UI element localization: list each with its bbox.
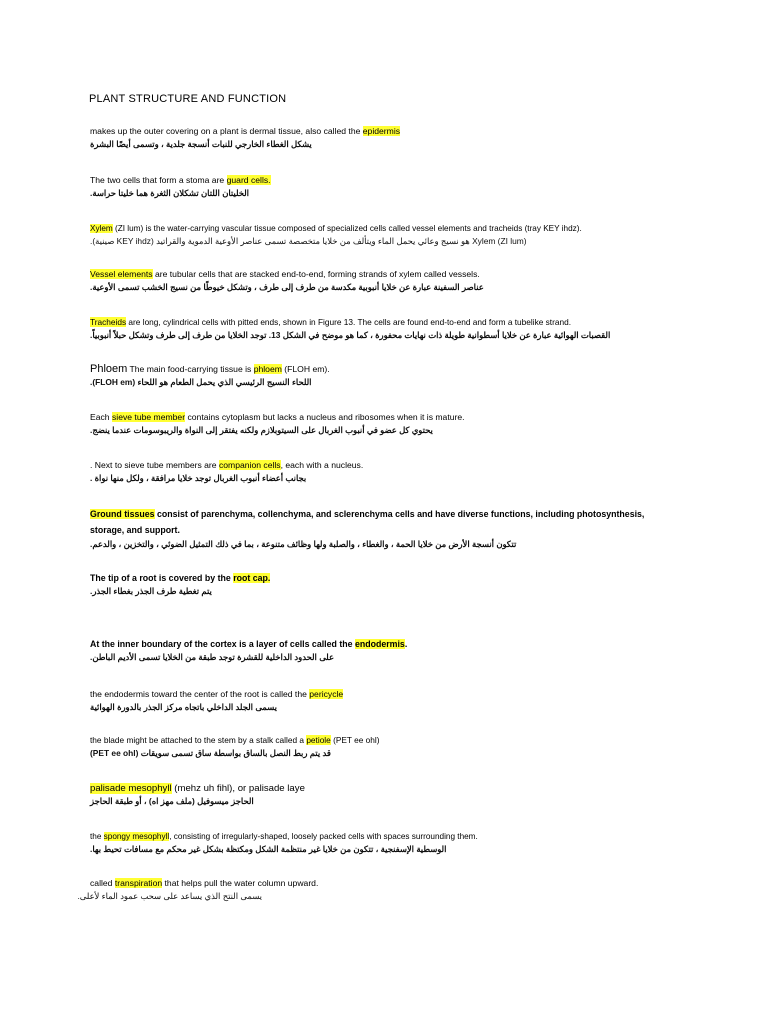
entry-endodermis xyxy=(90,638,690,664)
entry-arabic: عناصر السفينة عبارة عن خلايا أنبوبية مكدسة من طرف إلى طرف ، وتشكل خيوطًا من نسيج الخشب تسمى الأوعية. xyxy=(90,282,484,292)
highlighted-term: transpiration xyxy=(114,878,163,888)
entry-text: are tubular cells that are stacked end-to-end, forming strands of xylem called vessels. xyxy=(152,269,480,279)
entry-epidermis xyxy=(90,125,690,151)
entry-lead: Phloem xyxy=(90,363,128,375)
entry-arabic: الوسطية الإسفنجية ، تتكون من خلايا غير منتظمة الشكل ومكتظة بشكل غير محكم مع مسافات تحيط بها. xyxy=(90,844,447,854)
highlighted-term: epidermis xyxy=(362,126,401,136)
entry-palisade-mesophyll xyxy=(90,782,690,808)
entry-english xyxy=(90,316,690,329)
entry-text: (FLOH em). xyxy=(281,364,330,374)
entry-text: makes up the outer covering on a plant is dermal tissue, also called the xyxy=(90,126,363,136)
entry-arabic: على الحدود الداخلية للقشرة توجد طبقة من الخلايا تسمى الأديم الباطن. xyxy=(90,652,334,662)
highlighted-term: spongy mesophyll xyxy=(103,832,170,841)
entry-english xyxy=(90,268,690,281)
entry-transpiration xyxy=(77,877,690,903)
entry-text: called xyxy=(90,878,115,888)
entry-text: . Next to sieve tube members are xyxy=(90,460,219,470)
entry-arabic: الحاجز ميسوفيل (ملف مهز اه) ، أو طبقة الحاجز xyxy=(90,796,254,806)
entry-english xyxy=(90,222,690,235)
entry-arabic: يسمى النتح الذي يساعد على سحب عمود الماء لأعلى. xyxy=(77,891,262,901)
entry-text: . xyxy=(404,639,408,649)
entry-text: that helps pull the water column upward. xyxy=(162,878,319,888)
entry-pericycle xyxy=(90,688,690,714)
entry-english xyxy=(90,459,690,472)
entry-text: , consisting of irregularly-shaped, loosely packed cells with spaces surrounding them. xyxy=(169,832,478,841)
entry-arabic: يتم تغطية طرف الجذر بغطاء الجذر. xyxy=(90,586,212,596)
highlighted-term: palisade mesophyll xyxy=(90,783,172,794)
entry-arabic: اللحاء النسيج الرئيسي الذي يحمل الطعام هو اللحاء (FLOH em). xyxy=(90,377,312,387)
entry-tracheids xyxy=(90,316,690,342)
entry-text: the xyxy=(90,832,104,841)
entry-text: The main food-carrying tissue is xyxy=(127,364,254,374)
entry-companion-cells xyxy=(90,459,690,485)
entry-english xyxy=(90,638,690,651)
entry-english xyxy=(90,363,690,376)
entry-spongy-mesophyll xyxy=(90,830,690,856)
highlighted-term: sieve tube member xyxy=(111,412,186,422)
entry-petiole xyxy=(90,734,690,760)
entry-arabic: القصبات الهوائية عبارة عن خلايا أسطوانية طويلة ذات نهايات محفورة ، كما هو موضح في الشكل 13. توجد الخلايا من طرف إلى طرف وتشكل حبلاً أنبوبياً. xyxy=(90,330,611,340)
entry-arabic: يشكل الغطاء الخارجي للنبات أنسجة جلدية ، وتسمى أيضًا البشرة xyxy=(90,139,312,149)
entry-english xyxy=(90,411,690,424)
entry-english xyxy=(90,688,690,701)
entry-english xyxy=(90,572,690,585)
entry-arabic: Xylem (ZI lum) هو نسيج وعائي يحمل الماء ويتألف من خلايا متخصصة تسمى عناصر الأوعية الدموية والقراتيد (KEY ihdz صينية). xyxy=(90,236,527,246)
entry-arabic: الخليتان اللتان تشكلان الثغرة هما خليتا حراسة. xyxy=(90,188,250,198)
entry-text: the blade might be attached to the stem by a stalk called a xyxy=(90,735,307,745)
entry-arabic: يحتوي كل عضو في أنبوب الغربال على السيتوبلازم ولكنه يفتقر إلى النواة والريبوسومات عندما ينضج. xyxy=(90,425,433,435)
entry-text: contains cytoplasm but lacks a nucleus and ribosomes when it is mature. xyxy=(185,412,465,422)
highlighted-term: root cap. xyxy=(233,573,271,583)
entry-text: (mehz uh fihl), or palisade laye xyxy=(171,783,305,794)
page-title: PLANT STRUCTURE AND FUNCTION xyxy=(89,93,287,105)
entry-text: , each with a nucleus. xyxy=(280,460,364,470)
entry-arabic: قد يتم ربط النصل بالساق بواسطة ساق تسمى سويقات (PET ee ohl) xyxy=(90,748,331,758)
entry-english xyxy=(90,174,690,187)
entry-text: The two cells that form a stoma are xyxy=(90,175,227,185)
entry-vessel-elements xyxy=(90,268,690,294)
entry-text: The tip of a root is covered by the xyxy=(90,573,234,583)
highlighted-term: Xylem xyxy=(90,224,113,233)
entry-ground-tissues xyxy=(90,506,690,551)
entry-text: Each xyxy=(90,412,112,422)
highlighted-term: Tracheids xyxy=(90,317,127,327)
entry-english xyxy=(90,830,690,843)
entry-text: At the inner boundary of the cortex is a layer of cells called the xyxy=(90,639,355,649)
entry-english xyxy=(90,877,690,890)
entry-text: consist of parenchyma, collenchyma, and sclerenchyma cells and have diverse functions, including photosynthesis, storage, and support. xyxy=(90,509,645,535)
highlighted-term: pericycle xyxy=(309,689,344,699)
entry-text: are long, cylindrical cells with pitted ends, shown in Figure 13. The cells are found end-to-end and form a tubelike strand. xyxy=(126,317,572,327)
entry-english xyxy=(90,125,690,138)
highlighted-term: phloem xyxy=(253,364,282,374)
highlighted-term: endodermis xyxy=(354,639,405,649)
entry-phloem xyxy=(90,363,690,389)
entry-english xyxy=(90,782,690,795)
entry-arabic: تتكون أنسجة الأرض من خلايا الحمة ، والغطاء ، والصلبة ولها وظائف متنوعة ، بما في ذلك التمثيل الضوئي ، والتخزين ، والدعم. xyxy=(90,539,517,549)
entry-root-cap xyxy=(90,572,690,598)
entry-arabic: بجانب أعضاء أنبوب الغربال توجد خلايا مرافقة ، ولكل منها نواة . xyxy=(90,473,307,483)
entry-guard-cells xyxy=(90,174,690,200)
entry-english xyxy=(90,734,690,747)
highlighted-term: Vessel elements xyxy=(90,269,153,279)
entry-text: (ZI lum) is the water-carrying vascular tissue composed of specialized cells called vessel elements and tracheids (tray KEY ihdz). xyxy=(112,224,582,233)
entry-sieve-tube-member xyxy=(90,411,690,437)
highlighted-term: companion cells xyxy=(218,460,281,470)
entry-text: (PET ee ohl) xyxy=(330,735,380,745)
highlighted-term: Ground tissues xyxy=(90,509,155,519)
highlighted-term: guard cells. xyxy=(226,175,271,185)
entry-english xyxy=(90,506,670,538)
entry-xylem xyxy=(90,222,690,248)
highlighted-term: petiole xyxy=(306,735,331,745)
entry-arabic: يسمى الجلد الداخلي باتجاه مركز الجذر بالدورة الهوائية xyxy=(90,702,277,712)
entry-text: the endodermis toward the center of the root is called the xyxy=(90,689,310,699)
